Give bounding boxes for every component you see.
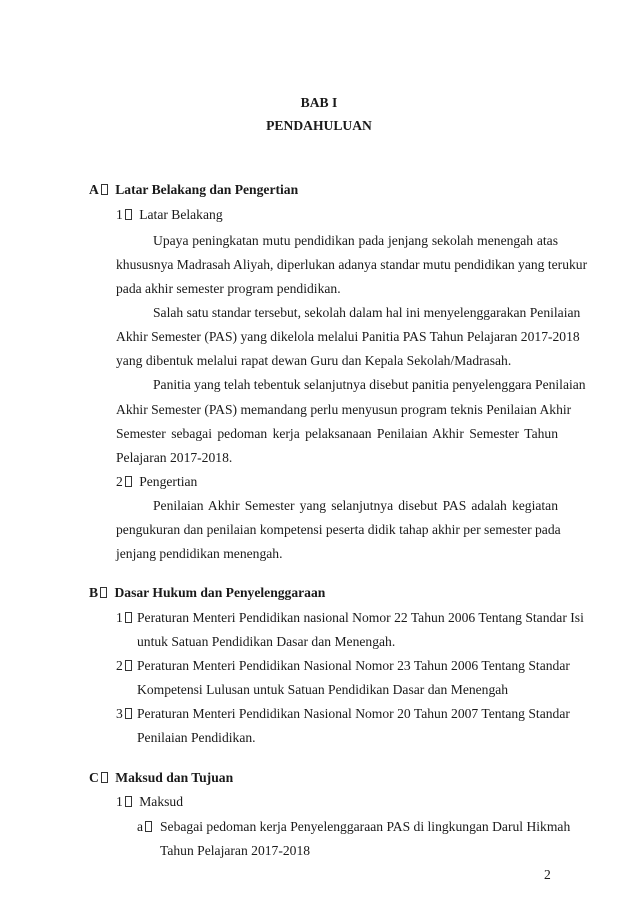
- para2-line3: yang dibentuk melalui rapat dewan Guru dan Kepala Sekolah/Madrasah.: [116, 353, 512, 368]
- item-number: 2: [116, 658, 123, 673]
- law-1-line2: untuk Satuan Pendidikan Dasar dan Menengah.: [137, 634, 396, 649]
- para4-line3: jenjang pendidikan menengah.: [116, 546, 283, 561]
- item-pengertian: [116, 475, 197, 489]
- item-number: 3: [116, 706, 123, 721]
- page-number: 2: [544, 867, 551, 882]
- list-item: [116, 659, 132, 673]
- section-a-heading: [89, 183, 298, 197]
- para3-line3: Semester sebagai pedoman kerja pelaksanaan Penilaian Akhir Semester Tahun: [116, 426, 558, 441]
- bullet-box-icon: [125, 612, 132, 623]
- list-item: [116, 707, 132, 721]
- section-c-letter: C: [89, 770, 99, 785]
- chapter-title: BAB I: [300, 95, 338, 110]
- para1-line3: pada akhir semester program pendidikan.: [116, 281, 341, 296]
- bullet-box-icon: [100, 587, 107, 598]
- item-title: Maksud: [139, 794, 184, 809]
- para1-line1: Upaya peningkatan mutu pendidikan pada jenjang sekolah menengah atas: [153, 233, 558, 248]
- bullet-box-icon: [125, 708, 132, 719]
- bullet-box-icon: [145, 821, 152, 832]
- item-number: 1: [116, 207, 123, 222]
- item-title: Pengertian: [139, 474, 198, 489]
- item-title: Latar Belakang: [139, 207, 223, 222]
- section-a-title: Latar Belakang dan Pengertian: [115, 182, 299, 197]
- item-number: 1: [116, 610, 123, 625]
- item-maksud: [116, 795, 183, 809]
- law-2-line1: Peraturan Menteri Pendidikan Nasional Nomor 23 Tahun 2006 Tentang Standar: [137, 658, 570, 673]
- para4-line1: Penilaian Akhir Semester yang selanjutnya disebut PAS adalah kegiatan: [153, 498, 558, 513]
- section-b-letter: B: [89, 585, 99, 600]
- para2-line1: Salah satu standar tersebut, sekolah dalam hal ini menyelenggarakan Penilaian: [153, 305, 581, 320]
- bullet-box-icon: [125, 476, 132, 487]
- para1-line2: khususnya Madrasah Aliyah, diperlukan adanya standar mutu pendidikan yang terukur: [116, 257, 588, 272]
- section-b-heading: [89, 586, 325, 600]
- law-2-line2: Kompetensi Lulusan untuk Satuan Pendidikan Dasar dan Menengah: [137, 682, 509, 697]
- section-b-title: Dasar Hukum dan Penyelenggaraan: [114, 585, 326, 600]
- subitem-a-line2: Tahun Pelajaran 2017-2018: [160, 843, 311, 858]
- para3-line1: Panitia yang telah tebentuk selanjutnya disebut panitia penyelenggara Penilaian: [153, 377, 586, 392]
- section-c-title: Maksud dan Tujuan: [115, 770, 234, 785]
- law-3-line1: Peraturan Menteri Pendidikan Nasional Nomor 20 Tahun 2007 Tentang Standar: [137, 706, 570, 721]
- bullet-box-icon: [125, 796, 132, 807]
- law-3-line2: Penilaian Pendidikan.: [137, 730, 256, 745]
- subitem-a-line1: Sebagai pedoman kerja Penyelenggaraan PAS di lingkungan Darul Hikmah: [160, 819, 571, 834]
- para3-line2: Akhir Semester (PAS) memandang perlu menyusun program teknis Penilaian Akhir: [116, 402, 572, 417]
- para2-line2: Akhir Semester (PAS) yang dikelola melalui Panitia PAS Tahun Pelajaran 2017-2018: [116, 329, 580, 344]
- bullet-box-icon: [101, 184, 108, 195]
- law-1-line1: Peraturan Menteri Pendidikan nasional Nomor 22 Tahun 2006 Tentang Standar Isi: [137, 610, 584, 625]
- bullet-box-icon: [101, 772, 108, 783]
- subitem-letter: a: [137, 819, 144, 834]
- chapter-subtitle: PENDAHULUAN: [266, 118, 372, 133]
- item-number: 2: [116, 474, 123, 489]
- subitem-a: [137, 820, 152, 834]
- section-c-heading: [89, 771, 233, 785]
- bullet-box-icon: [125, 660, 132, 671]
- bullet-box-icon: [125, 209, 132, 220]
- item-latar-belakang: [116, 208, 223, 222]
- list-item: [116, 611, 132, 625]
- section-a-letter: A: [89, 182, 99, 197]
- para3-line4: Pelajaran 2017-2018.: [116, 450, 233, 465]
- item-number: 1: [116, 794, 123, 809]
- para4-line2: pengukuran dan penilaian kompetensi peserta didik tahap akhir per semester pada: [116, 522, 561, 537]
